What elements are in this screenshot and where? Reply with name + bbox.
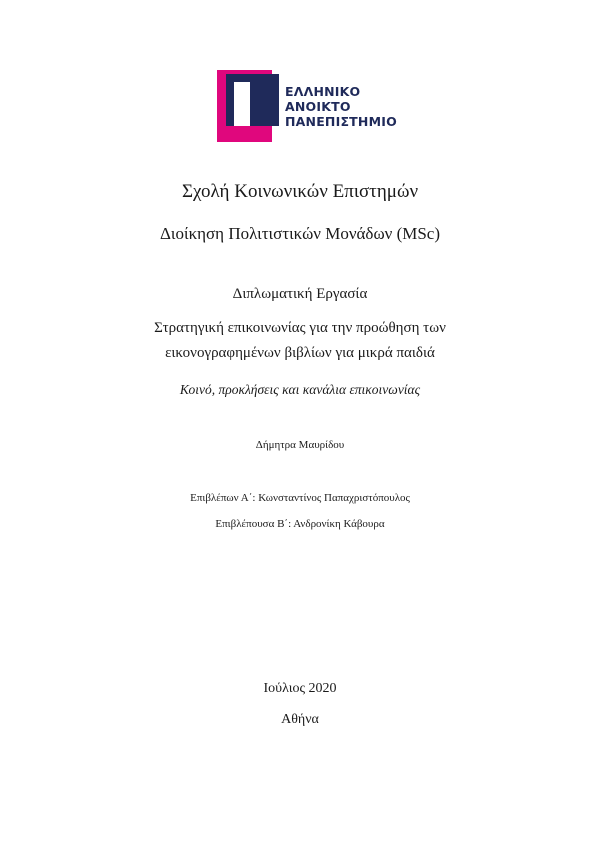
logo-line-3: ΠΑΝΕΠΙΣΤΗΜΙΟ xyxy=(285,114,397,129)
supervisor-a: Επιβλέπων Α΄: Κωνσταντίνος Παπαχριστόπουλος xyxy=(190,492,410,504)
logo-wordmark xyxy=(285,84,397,129)
submission-place: Αθήνα xyxy=(281,712,319,727)
thesis-subtitle: Κοινό, προκλήσεις και κανάλια επικοινωνίας xyxy=(179,382,421,397)
program-name: Διοίκηση Πολιτιστικών Μονάδων (MSc) xyxy=(159,224,441,243)
thesis-type: Διπλωματική Εργασία xyxy=(232,286,368,302)
thesis-title-line-2: εικονογραφημένων βιβλίων για μικρά παιδιά xyxy=(165,345,435,361)
submission-date: Ιούλιος 2020 xyxy=(263,681,337,696)
university-logo xyxy=(217,70,417,142)
university-logo-icon xyxy=(217,70,279,142)
school-name: Σχολή Κοινωνικών Επιστημών xyxy=(181,181,419,202)
supervisor-b: Επιβλέπουσα Β΄: Ανδρονίκη Κάβουρα xyxy=(215,518,385,530)
author-name: Δήμητρα Μαυρίδου xyxy=(255,439,345,451)
thesis-title-line-1: Στρατηγική επικοινωνίας για την προώθηση των xyxy=(154,320,446,336)
logo-line-2: ΑΝΟΙΚΤΟ xyxy=(285,99,351,114)
logo-line-1: ΕΛΛΗΝΙΚΟ xyxy=(285,84,361,99)
